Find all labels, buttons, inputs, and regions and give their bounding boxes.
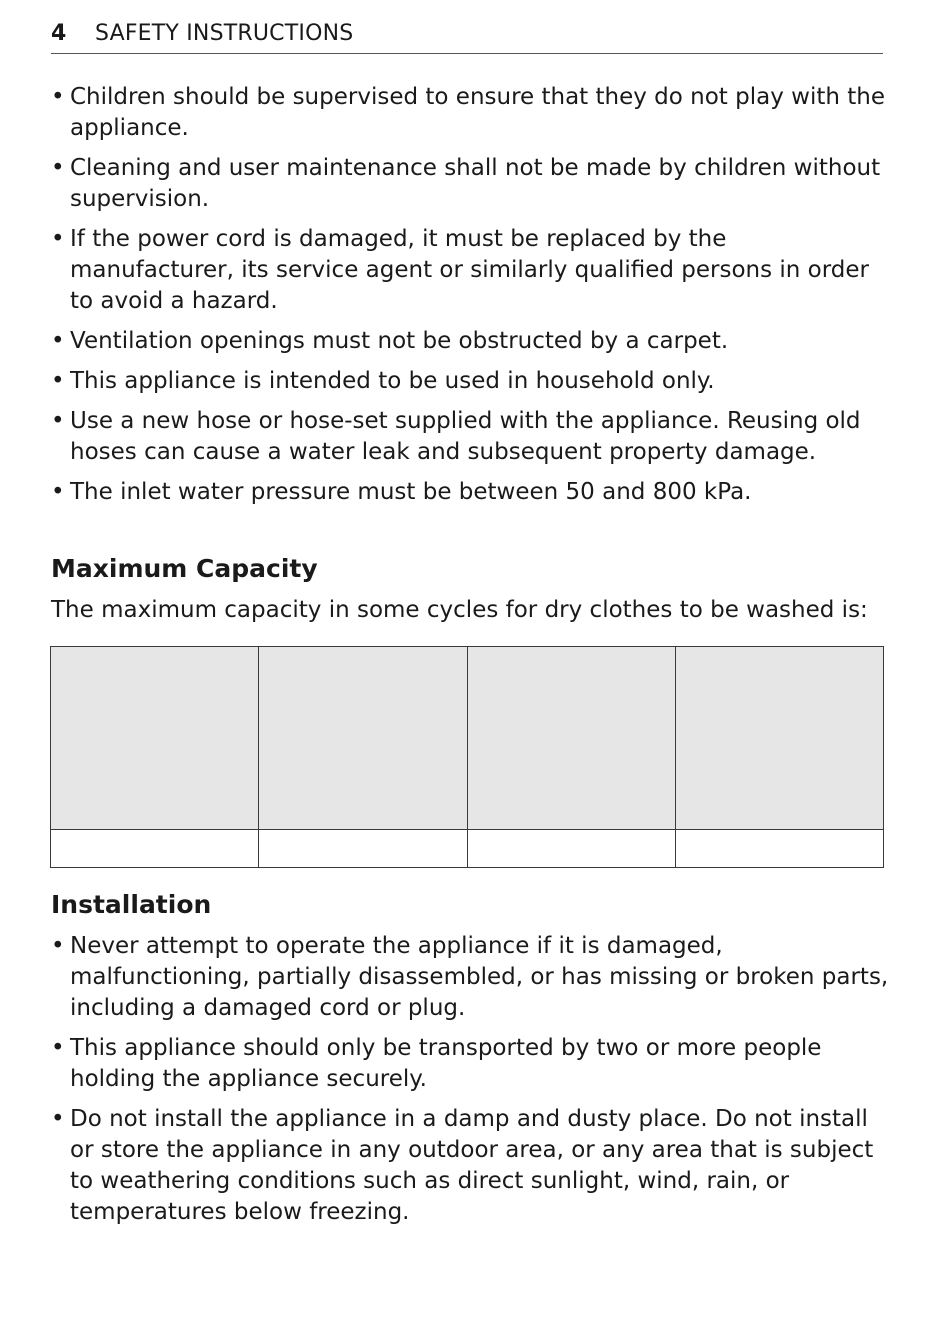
bullet-icon: • bbox=[51, 328, 65, 354]
table-row bbox=[51, 830, 884, 868]
installation-heading: Installation bbox=[51, 890, 212, 919]
list-item bbox=[51, 1104, 891, 1228]
table-header-cell bbox=[467, 647, 675, 830]
bullet-icon: • bbox=[51, 933, 65, 959]
list-item bbox=[51, 153, 891, 215]
table-header-cell bbox=[259, 647, 467, 830]
bullet-icon: • bbox=[51, 226, 65, 252]
page-number: 4 bbox=[51, 21, 67, 46]
list-item bbox=[51, 1033, 891, 1095]
bullet-icon: • bbox=[51, 408, 65, 434]
bullet-icon: • bbox=[51, 479, 65, 505]
bullet-icon: • bbox=[51, 1035, 65, 1061]
list-item-text: Children should be supervised to ensure that they do not play with the appliance. bbox=[70, 84, 885, 141]
maximum-capacity-heading: Maximum Capacity bbox=[51, 554, 318, 583]
installation-list bbox=[51, 931, 891, 1237]
list-item bbox=[51, 366, 891, 397]
page-header bbox=[51, 20, 883, 54]
list-item bbox=[51, 931, 891, 1024]
list-item bbox=[51, 406, 891, 468]
list-item-text: The inlet water pressure must be between 50 and 800 kPa. bbox=[70, 479, 752, 505]
safety-instructions-list bbox=[51, 82, 891, 517]
list-item-text: Do not install the appliance in a damp and dusty place. Do not install or store the appliance in any outdoor area, or any area that is subject to weathering conditions such as direct sunlight, wind, rain, or temperatures below freezing. bbox=[70, 1106, 874, 1225]
bullet-icon: • bbox=[51, 155, 65, 181]
table-header-cell bbox=[51, 647, 259, 830]
bullet-icon: • bbox=[51, 368, 65, 394]
list-item-text: Never attempt to operate the appliance if it is damaged, malfunctioning, partially disassembled, or has missing or broken parts, including a damaged cord or plug. bbox=[70, 933, 889, 1021]
list-item bbox=[51, 326, 891, 357]
list-item-text: Ventilation openings must not be obstructed by a carpet. bbox=[70, 328, 729, 354]
list-item-text: This appliance should only be transported by two or more people holding the appliance securely. bbox=[70, 1035, 822, 1092]
list-item-text: If the power cord is damaged, it must be replaced by the manufacturer, its service agent or similarly qualified persons in order to avoid a hazard. bbox=[70, 226, 870, 314]
bullet-icon: • bbox=[51, 84, 65, 110]
list-item bbox=[51, 477, 891, 508]
table-header-row bbox=[51, 647, 884, 830]
table-cell bbox=[467, 830, 675, 868]
table-header-cell bbox=[675, 647, 883, 830]
bullet-icon: • bbox=[51, 1106, 65, 1132]
list-item-text: Cleaning and user maintenance shall not be made by children without supervision. bbox=[70, 155, 881, 212]
capacity-intro-text: The maximum capacity in some cycles for dry clothes to be washed is: bbox=[51, 597, 868, 623]
list-item bbox=[51, 82, 891, 144]
list-item bbox=[51, 224, 891, 317]
table-cell bbox=[675, 830, 883, 868]
list-item-text: Use a new hose or hose-set supplied with the appliance. Reusing old hoses can cause a water leak and subsequent property damage. bbox=[70, 408, 861, 465]
capacity-table bbox=[50, 646, 884, 868]
table-cell bbox=[259, 830, 467, 868]
table-cell bbox=[51, 830, 259, 868]
list-item-text: This appliance is intended to be used in household only. bbox=[70, 368, 715, 394]
section-title: SAFETY INSTRUCTIONS bbox=[95, 21, 354, 46]
